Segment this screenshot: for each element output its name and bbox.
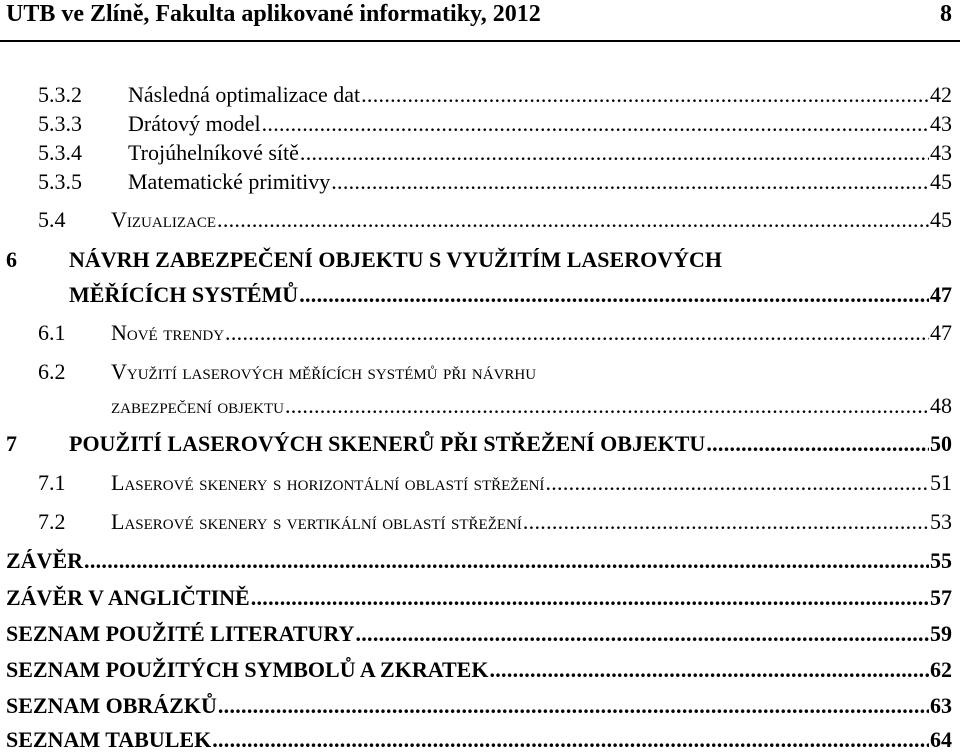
toc-entry-title: Nové trendy [111,320,225,345]
toc-entry-page: 47 [930,320,952,345]
toc-entry[interactable] [38,169,952,195]
toc-entry[interactable] [69,282,952,308]
dot-leader [84,548,929,574]
toc-entry[interactable] [38,111,952,137]
toc-entry-number: 5.3.4 [38,140,82,165]
dot-leader [706,431,929,457]
toc-entry[interactable] [6,657,952,683]
toc-entry[interactable] [38,140,952,166]
dot-leader [361,82,929,108]
toc-entry[interactable] [38,82,952,108]
toc-entry-page: 59 [930,621,952,646]
toc-entry-title: SEZNAM TABULEK [6,727,212,752]
toc-entry[interactable] [38,470,952,496]
toc-entry-page: 48 [930,393,952,418]
toc-entry-title: MĚŘÍCÍCH SYSTÉMŮ [69,282,299,307]
dot-leader [225,320,929,346]
dot-leader [285,393,929,419]
toc-entry-title: ZÁVĚR V ANGLIČTINĚ [6,585,250,610]
dot-leader [355,621,929,647]
dot-leader [262,111,929,137]
dot-leader [299,282,929,308]
toc-entry-title: Laserové skenery s horizontální oblastí střežení [111,470,545,495]
toc-entry-title: ZÁVĚR [6,548,84,573]
toc-entry[interactable] [6,693,952,719]
toc-entry-number: 6 [6,247,17,272]
header-page-number: 8 [940,1,952,27]
toc-entry-number: 5.3.3 [38,111,82,136]
toc-entry-title: Matematické primitivy [128,169,331,194]
toc-entry-title: NÁVRH ZABEZPEČENÍ OBJEKTU S VYUŽITÍM LASEROVÝCH [69,247,722,272]
toc-entry[interactable] [38,207,952,233]
toc-entry-page: 45 [930,169,952,194]
dot-leader [251,585,929,611]
toc-entry-title: SEZNAM OBRÁZKŮ [6,693,217,718]
toc-entry-page: 62 [930,657,952,682]
toc-entry-title: zabezpečení objektu [111,393,284,418]
toc-entry-title: SEZNAM POUŽITÉ LITERATURY [6,621,355,646]
toc-entry-page: 64 [930,727,952,752]
toc-entry-number: 5.4 [38,207,66,232]
toc-entry-number: 6.1 [38,320,66,345]
dot-leader [545,470,929,496]
toc-entry[interactable] [6,585,952,611]
toc-entry-title: Laserové skenery s vertikální oblastí střežení [111,509,522,534]
toc-entry-page: 43 [930,140,952,165]
toc-entry-title: Trojúhelníkové sítě [128,140,299,165]
toc-entry[interactable] [111,393,952,419]
toc-entry-line[interactable] [6,247,722,273]
toc-entry-line[interactable] [38,359,536,385]
toc-entry-number: 7.1 [38,470,66,495]
toc-entry[interactable] [38,509,952,535]
dot-leader [300,140,929,166]
toc-entry-page: 47 [930,282,952,307]
toc-entry[interactable] [38,320,952,346]
dot-leader [212,727,929,753]
toc-entry-number: 7.2 [38,509,66,534]
toc-entry-page: 57 [930,585,952,610]
dot-leader [331,169,929,195]
toc-entry-title: POUŽITÍ LASEROVÝCH SKENERŮ PŘI STŘEŽENÍ OBJEKTU [69,431,706,456]
toc-entry-page: 63 [930,693,952,718]
toc-entry-page: 55 [930,548,952,573]
toc-entry[interactable] [6,548,952,574]
toc-entry-title: SEZNAM POUŽITÝCH SYMBOLŮ A ZKRATEK [6,657,489,682]
toc-entry[interactable] [6,727,952,753]
toc-entry-title: Drátový model [128,111,261,136]
toc-entry-number: 6.2 [38,359,66,384]
toc-entry-number: 5.3.2 [38,82,82,107]
toc-entry[interactable] [6,621,952,647]
header-title: UTB ve Zlíně, Fakulta aplikované informatiky, 2012 [6,1,541,27]
toc-entry-page: 50 [930,431,952,456]
toc-entry-number: 7 [6,431,17,456]
toc-entry-page: 43 [930,111,952,136]
toc-entry-page: 42 [930,82,952,107]
dot-leader [523,509,929,535]
dot-leader [217,207,929,233]
toc-entry-page: 53 [930,509,952,534]
toc-entry-title: Vizualizace [111,207,217,232]
toc-entry-title: Využití laserových měřících systémů při návrhu [111,359,537,384]
dot-leader [218,693,929,719]
toc-entry-page: 51 [930,470,952,495]
dot-leader [489,657,929,683]
toc-entry-number: 5.3.5 [38,169,82,194]
toc-entry[interactable] [6,431,952,457]
toc-entry-page: 45 [930,207,952,232]
toc-entry-title: Následná optimalizace dat [128,82,361,107]
